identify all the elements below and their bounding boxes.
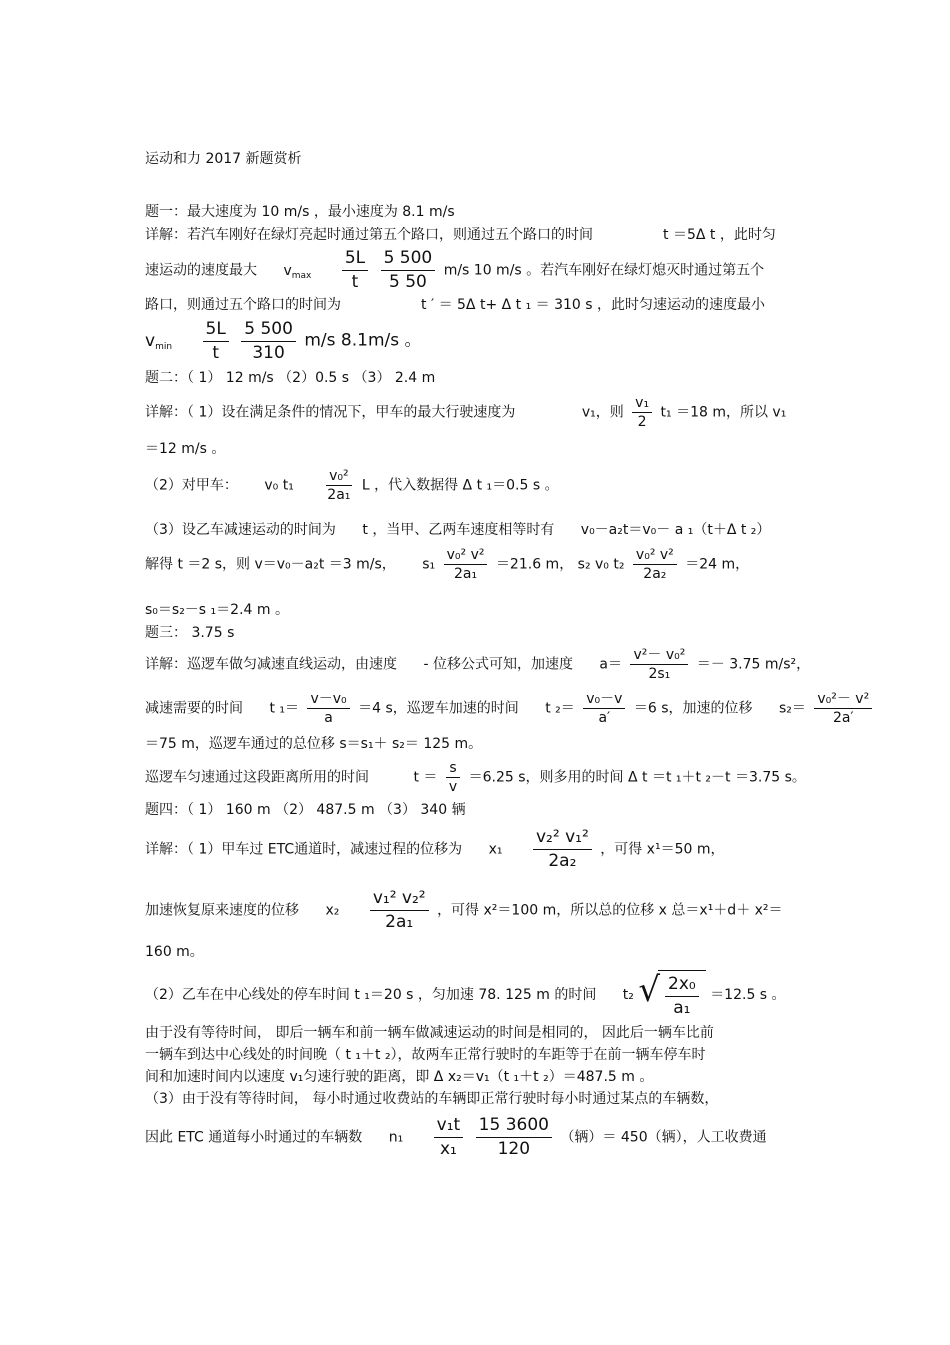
text: t₂ — [622, 987, 634, 1003]
q2-detail-line2: ＝12 m/s 。 — [145, 441, 226, 457]
text: ＝6 s，加速的位移 — [633, 700, 753, 717]
text: t ＝5Δ t ，此时匀 — [663, 227, 776, 243]
text: ＝－ 3.75 m/s²， — [696, 656, 811, 673]
fraction: $\frac{\text{v₁t}}{\text{x₁}}$ — [434, 1114, 464, 1161]
fraction: $\frac{\text{v₀² v²}}{\text{2a₂}}$ — [633, 546, 677, 583]
text: s₂＝ — [778, 700, 806, 717]
q3-detail-line4 — [145, 759, 806, 796]
text: n₁ — [388, 1129, 404, 1146]
fraction: $\frac{\text{v－v₀}}{a}$ — [307, 690, 349, 727]
fraction: $\frac{5L}{t}$ — [203, 318, 229, 365]
q4-part2-line4: 间和加速时间内以速度 v₁匀速行驶的距离，即 Δ x₂＝v₁（t ₁＋t ₂）＝487.5 m 。 — [145, 1069, 654, 1085]
fraction: $\frac{s}{v}$ — [446, 759, 460, 796]
text: 因此 ETC 通道每小时通过的车辆数 — [145, 1129, 363, 1146]
sqrt-expression — [638, 970, 705, 1020]
text: （3）设乙车减速运动的时间为 — [145, 522, 336, 538]
text: （2）对甲车： — [145, 477, 238, 494]
text: ＝21.6 m， — [495, 556, 574, 573]
fraction: $\frac{5 500}{310}$ — [241, 318, 296, 365]
q4-part2-line2: 由于没有等待时间， 即后一辆车和前一辆车做减速运动的时间是相同的， 因此后一辆车比前 — [145, 1025, 714, 1041]
text: a＝ — [599, 656, 623, 673]
q4-detail-line3: 160 m。 — [145, 944, 204, 960]
text: ＝6.25 s，则多用的时间 Δ t ＝t ₁＋t ₂－t ＝3.75 s。 — [468, 769, 806, 786]
text: m/s 10 m/s 。若汽车刚好在绿灯熄灭时通过第五个 — [443, 262, 765, 279]
vmax-symbol: $v_{max}$ — [283, 262, 312, 281]
text: 加速恢复原来速度的位移 — [145, 902, 299, 919]
text: 详解：巡逻车做匀减速直线运动，由速度 — [145, 656, 397, 673]
fraction: $\frac{\text{v²－ v₀²}}{\text{2s₁}}$ — [630, 646, 688, 683]
document-title: 运动和力 2017 新题赏析 — [145, 151, 302, 167]
text: ，可得 x²＝100 m，所以总的位移 x 总＝x¹＋d＋ x²＝ — [437, 902, 783, 919]
text: 减速需要的时间 — [145, 700, 243, 717]
q2-part3 — [145, 521, 770, 539]
q4-part2 — [145, 970, 786, 1020]
text: 解得 t ＝2 s，则 v＝v₀－a₂t ＝3 m/s， — [145, 556, 396, 573]
text: t ₂＝ — [545, 700, 575, 717]
fraction: $\frac{\text{v₂² v₁²}}{\text{2a₂}}$ — [533, 826, 592, 873]
text: 详解：（ 1）设在满足条件的情况下，甲车的最大行驶速度为 — [145, 404, 516, 421]
q4-answer: 题四：（ 1） 160 m （2） 487.5 m （3） 340 辆 — [145, 802, 466, 818]
fraction: $\frac{\text{v₁² v₂²}}{\text{2a₁}}$ — [370, 887, 429, 934]
q2-detail-line1 — [145, 394, 786, 431]
q1-detail-line2 — [145, 247, 764, 294]
text: - 位移公式可知，加速度 — [423, 656, 573, 673]
text: （辆）＝ 450（辆），人工收费通 — [560, 1129, 767, 1146]
text: ，可得 x¹＝50 m， — [600, 841, 725, 858]
text: m/s 8.1m/s 。 — [304, 330, 422, 351]
text: t₁ ＝18 m，所以 v₁ — [660, 404, 787, 421]
text: v₀ t₁ — [264, 477, 294, 494]
fraction: $\frac{\text{v₀² v²}}{\text{2a₁}}$ — [444, 546, 488, 583]
text: v₀－a₂t＝v₀－ a ₁（t＋Δ t ₂） — [580, 522, 771, 538]
text: ＝24 m， — [685, 556, 750, 573]
q4-detail-line2 — [145, 887, 783, 934]
q2-part3-line3: s₀＝s₂－s ₁＝2.4 m 。 — [145, 602, 289, 618]
text: t ，当甲、乙两车速度相等时有 — [362, 522, 555, 538]
fraction: $\frac{\text{2x₀}}{\text{a₁}}$ — [665, 973, 699, 1020]
text: t ′ ＝ 5Δ t+ Δ t ₁ ＝ 310 s ，此时匀速运动的速度最小 — [421, 297, 766, 313]
text: ＝4 s，巡逻车加速的时间 — [358, 700, 519, 717]
text: t ＝ — [413, 769, 438, 786]
q3-answer: 题三： 3.75 s — [145, 625, 235, 641]
text: s₂ — [577, 556, 591, 573]
fraction: $\frac{\text{v₀－v}}{a'}$ — [583, 690, 625, 727]
q1-detail-line3 — [145, 296, 765, 314]
fraction: $\frac{15 3600}{120}$ — [476, 1114, 552, 1161]
q2-answer: 题二：（ 1） 12 m/s （2）0.5 s （3） 2.4 m — [145, 370, 436, 386]
fraction: $\frac{\text{v₁}}{2}$ — [632, 394, 652, 431]
vmin-symbol: $v_{min}$ — [145, 330, 173, 352]
text: （2）乙车在中心线处的停车时间 t ₁＝20 s ，匀加速 78. 125 m 的时间 — [145, 987, 597, 1003]
text: x₂ — [325, 902, 340, 919]
text: 路口，则通过五个路口的时间为 — [145, 297, 341, 313]
q4-part2-line3: 一辆车到达中心线处的时间晚（ t ₁＋t ₂），故两车正常行驶时的车距等于在前一辆车停车时 — [145, 1047, 706, 1063]
q3-detail-line1 — [145, 646, 810, 683]
fraction: $\frac{5 500}{5 50}$ — [381, 247, 436, 294]
text: 详解：若汽车刚好在绿灯亮起时通过第五个路口，则通过五个路口的时间 — [145, 227, 593, 243]
fraction: $\frac{\text{v₀²－ v²}}{2a'}$ — [814, 690, 872, 727]
q2-part3-line2 — [145, 546, 749, 583]
text: ＝12.5 s 。 — [710, 987, 786, 1003]
text: 速运动的速度最大 — [145, 262, 257, 279]
text: v₁，则 — [581, 404, 624, 421]
fraction: $\frac{5L}{t}$ — [342, 247, 368, 294]
radical-icon: √ — [638, 970, 661, 1010]
q3-detail-line3: ＝75 m，巡逻车通过的总位移 s＝s₁＋ s₂＝ 125 m。 — [145, 736, 483, 752]
text: s₁ — [422, 556, 436, 573]
q4-part3-line2 — [145, 1114, 767, 1161]
text: 详解：（ 1）甲车过 ETC通道时，减速过程的位移为 — [145, 841, 463, 858]
text: t ₁＝ — [269, 700, 300, 717]
fraction: $\frac{\text{v₀²}}{\text{2a₁}}$ — [327, 468, 351, 503]
text: 巡逻车匀速通过这段距离所用的时间 — [145, 769, 369, 786]
text: x₁ — [488, 841, 503, 858]
q2-part2 — [145, 467, 559, 504]
q1-answer: 题一：最大速度为 10 m/s ，最小速度为 8.1 m/s — [145, 204, 455, 220]
q1-detail-line4 — [145, 318, 422, 365]
text: L ，代入数据得 Δ t ₁＝0.5 s 。 — [361, 477, 559, 494]
q4-part3: （3）由于没有等待时间， 每小时通过收费站的车辆即正常行驶时每小时通过某点的车辆数， — [145, 1091, 719, 1107]
text: v₀ t₂ — [595, 556, 625, 573]
q3-detail-line2 — [145, 690, 876, 727]
q1-detail-line1 — [145, 226, 776, 244]
q4-detail-line1 — [145, 826, 724, 873]
